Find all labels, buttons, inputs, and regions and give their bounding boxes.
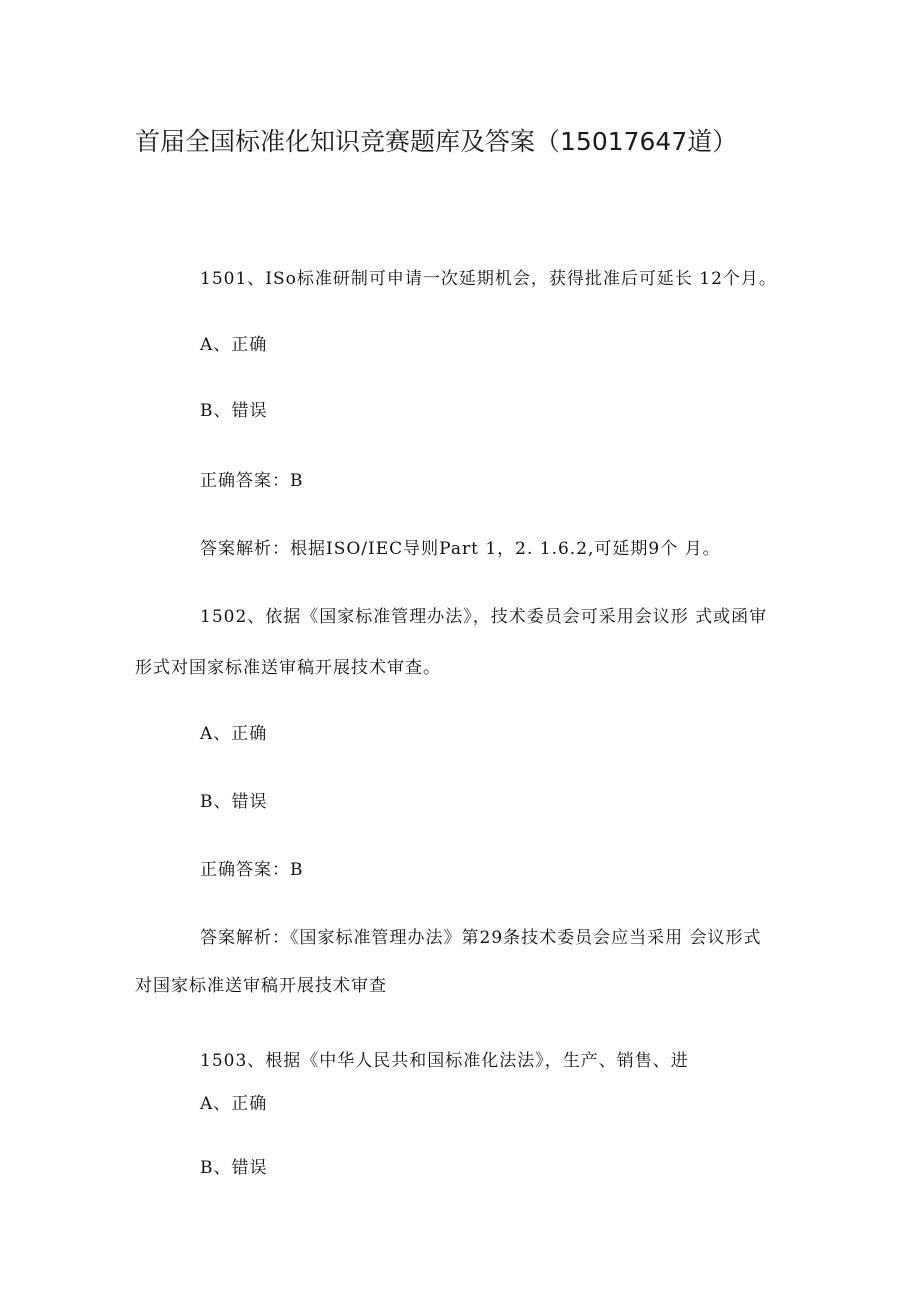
question-stem: 1501、ISo标准研制可申请一次延期机会，获得批准后可延长 12个月。 bbox=[200, 269, 777, 289]
correct-answer: 正确答案：B bbox=[200, 860, 304, 880]
answer-analysis: 答案解析：《国家标准管理办法》第29条技术委员会应当采用 会议形式 bbox=[200, 928, 762, 948]
option-a: A、正确 bbox=[200, 1094, 268, 1114]
document-title: 首届全国标准化知识竞赛题库及答案（15017647道） bbox=[135, 127, 738, 156]
option-a: A、正确 bbox=[200, 335, 268, 355]
answer-analysis: 答案解析：根据ISO/IEC导则Part 1，2. 1.6.2,可延期9个 月。 bbox=[200, 539, 721, 559]
option-a: A、正确 bbox=[200, 724, 268, 744]
option-b: B、错误 bbox=[200, 401, 268, 421]
correct-answer: 正确答案：B bbox=[200, 471, 304, 491]
option-b: B、错误 bbox=[200, 1158, 268, 1178]
option-b: B、错误 bbox=[200, 792, 268, 812]
question-stem: 1503、根据《中华人民共和国标准化法法》，生产、销售、进 bbox=[200, 1051, 689, 1071]
answer-analysis-continued: 对国家标准送审稿开展技术审查 bbox=[135, 976, 387, 996]
question-stem: 1502、依据《国家标准管理办法》，技术委员会可采用会议形 式或函审 bbox=[200, 607, 768, 627]
question-stem-continued: 形式对国家标准送审稿开展技术审查。 bbox=[135, 658, 441, 678]
